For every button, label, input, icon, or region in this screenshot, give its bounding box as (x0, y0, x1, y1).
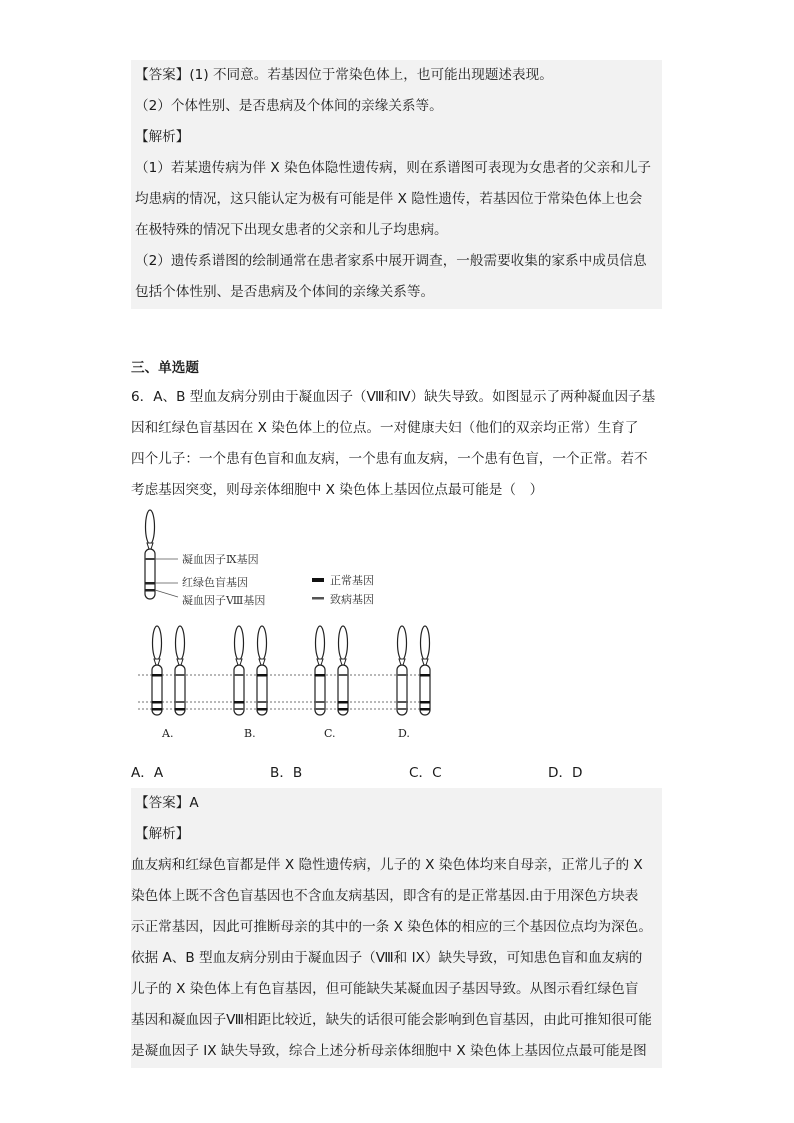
question-line: 因和红绿色盲基因在 X 染色体上的位点。一对健康夫妇（他们的双亲均正常）生育了 (131, 420, 639, 436)
legend-normal-swatch (312, 578, 324, 582)
question-line: 四个儿子：一个患有色盲和血友病，一个患有血友病，一个患有色盲，一个正常。若不 (131, 451, 648, 467)
analysis-line: 包括个体性别、是否患病及个体间的亲缘关系等。 (135, 284, 435, 300)
option-a[interactable]: A．A (131, 765, 164, 781)
analysis-line: 依据 A、B 型血友病分别由于凝血因子（Ⅷ和 IX）缺失导致，可知患色盲和血友病的 (131, 950, 643, 966)
chromosome-figure (130, 505, 450, 750)
fig-label-c: C. (324, 727, 336, 740)
answer-line: 【答案】(1) 不同意。若基因位于常染色体上，也可能出现题述表现。 (135, 67, 553, 83)
fig-label-b: B. (244, 727, 256, 740)
fig-label-d: D. (398, 727, 410, 740)
analysis-line: 在极特殊的情况下出现女患者的父亲和儿子均患病。 (135, 222, 448, 238)
answer-line: （2）个体性别、是否患病及个体间的亲缘关系等。 (135, 98, 443, 114)
section-title: 三、单选题 (131, 360, 199, 376)
analysis-line: 基因和凝血因子Ⅷ相距比较近，缺失的话很可能会影响到色盲基因，由此可推知很可能 (131, 1012, 652, 1028)
analysis-line: 均患病的情况，这只能认定为极有可能是伴 X 隐性遗传，若基因位于常染色体上也会 (135, 191, 643, 207)
analysis-line: 是凝血因子 IX 缺失导致，综合上述分析母亲体细胞中 X 染色体上基因位点最可能是图 (131, 1043, 647, 1059)
option-d[interactable]: D．D (548, 765, 583, 781)
analysis-line: 染色体上既不含色盲基因也不含血友病基因，即含有的是正常基因.由于用深色方块表 (131, 888, 639, 904)
analysis-line: （1）若某遗传病为伴 X 染色体隐性遗传病，则在系谱图可表现为女患者的父亲和儿子 (135, 160, 651, 176)
option-d-chromosomes (397, 626, 430, 715)
analysis-line: 儿子的 X 染色体上有色盲基因，但可能缺失某凝血因子基因导致。从图示看红绿色盲 (131, 981, 639, 997)
label-factor8: 凝血因子Ⅷ基因 (182, 594, 266, 607)
legend-disease: 致病基因 (330, 593, 374, 606)
label-colorblind: 红绿色盲基因 (182, 576, 248, 589)
legend-normal: 正常基因 (330, 574, 374, 587)
analysis-heading: 【解析】 (135, 129, 190, 145)
answer-line: 【答案】A (135, 795, 199, 811)
reference-chromosome (145, 510, 178, 599)
fig-label-a: A. (162, 727, 174, 740)
label-factor9: 凝血因子Ⅸ基因 (182, 553, 259, 566)
option-b[interactable]: B．B (270, 765, 303, 781)
legend-disease-swatch (312, 597, 324, 600)
analysis-line: 示正常基因，因此可推断母亲的其中的一条 X 染色体的相应的三个基因位点均为深色。 (131, 919, 652, 935)
analysis-heading: 【解析】 (135, 826, 190, 842)
option-c[interactable]: C．C (409, 765, 442, 781)
analysis-line: （2）遗传系谱图的绘制通常在患者家系中展开调查，一般需要收集的家系中成员信息 (135, 253, 647, 269)
option-a-chromosomes (152, 626, 185, 715)
analysis-line: 血友病和红绿色盲都是伴 X 隐性遗传病，儿子的 X 染色体均来自母亲，正常儿子的 X (131, 857, 643, 873)
question-line: 考虑基因突变，则母亲体细胞中 X 染色体上基因位点最可能是（ ） (131, 482, 544, 498)
question-line: 6．A、B 型血友病分别由于凝血因子（Ⅷ和Ⅳ）缺失导致。如图显示了两种凝血因子基 (131, 389, 656, 405)
